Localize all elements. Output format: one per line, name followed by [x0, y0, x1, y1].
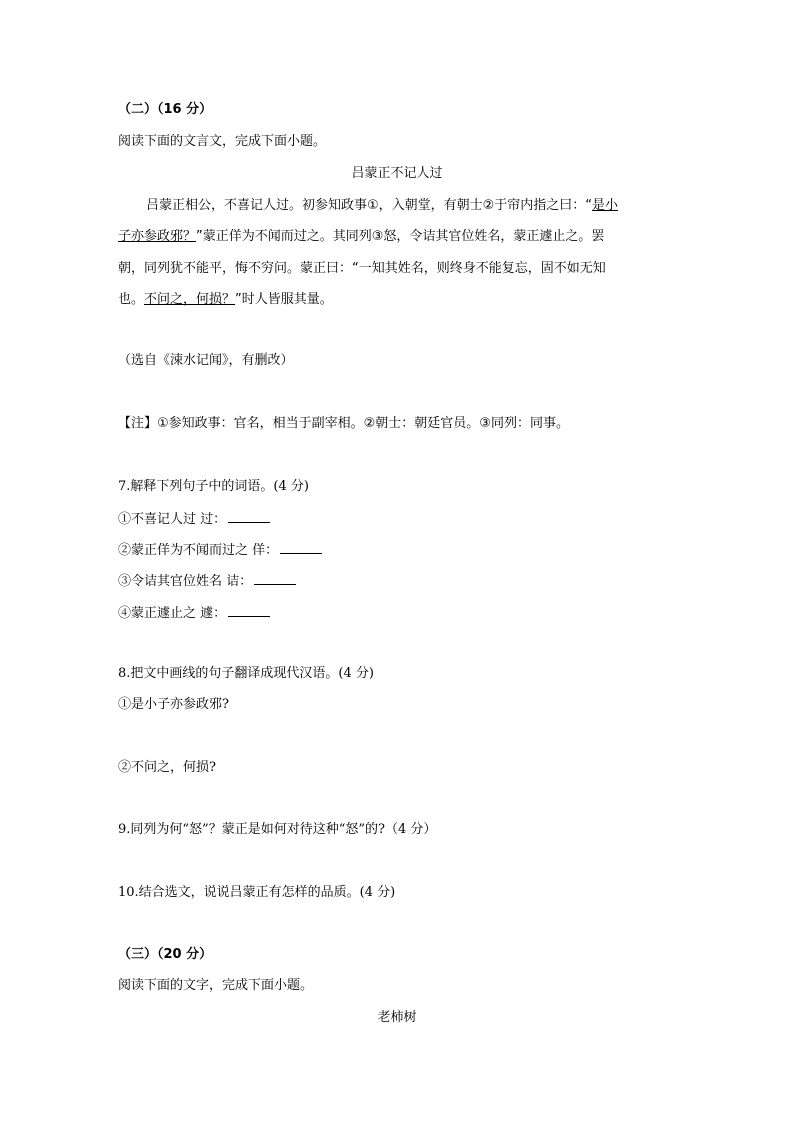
answer-blank[interactable]: [280, 540, 322, 554]
underlined-sentence-1-cont: 子亦参政邪？: [118, 229, 197, 244]
item-text: ②蒙正佯为不闻而过之 佯：: [118, 543, 279, 558]
question-7-item-3: [118, 571, 296, 591]
item-text: ④蒙正遽止之 遽：: [118, 606, 227, 621]
answer-blank[interactable]: [228, 603, 270, 617]
question-10: 10.结合选文，说说吕蒙正有怎样的品质。(4 分): [118, 885, 396, 900]
answer-blank[interactable]: [254, 571, 296, 585]
answer-blank[interactable]: [228, 509, 270, 523]
underlined-sentence-2: 不问之，何损？: [144, 292, 236, 307]
passage-line-4: [118, 291, 333, 309]
section2-heading: （二）（16 分）: [118, 102, 213, 117]
passage-text: 吕蒙正相公，不喜记人过。初参知政事①，入朝堂，有朝士②于帘内指之曰：“: [146, 198, 593, 213]
passage-line-3: 朝，同列犹不能平，悔不穷问。蒙正曰：“一知其姓名，则终身不能复忘，固不如无知: [118, 261, 606, 276]
question-8-item-1: ①是小子亦参政邪?: [118, 697, 229, 712]
underlined-sentence-1: 是小: [592, 198, 619, 213]
section2-instruction: 阅读下面的文言文，完成下面小题。: [118, 134, 327, 149]
question-7-item-4: [118, 603, 270, 623]
passage-note: 【注】①参知政事：官名，相当于副宰相。②朝士：朝廷官员。③同列：同事。: [118, 416, 569, 431]
passage-text: 也。: [118, 292, 145, 307]
section3-title: 老柿树: [377, 1010, 417, 1025]
question-7: 7.解释下列句子中的词语。(4 分): [118, 479, 309, 494]
question-7-item-1: [118, 509, 270, 529]
passage-text: ”时人皆服其量。: [235, 292, 333, 307]
passage-line-1: [146, 197, 618, 215]
item-text: ①不喜记人过 过：: [118, 512, 227, 527]
section3-heading: （三）（20 分）: [118, 947, 213, 962]
question-9: 9.同列为何“怒”？蒙正是如何对待这种“怒”的?（4 分）: [118, 822, 437, 837]
passage-source: （选自《涑水记闻》，有删改）: [118, 353, 294, 368]
section3-instruction: 阅读下面的文字，完成下面小题。: [118, 978, 314, 993]
question-8-item-2: ②不问之，何损?: [118, 760, 216, 775]
question-7-item-2: [118, 540, 322, 560]
item-text: ③令诘其官位姓名 诘：: [118, 574, 253, 589]
passage-text: ”蒙正佯为不闻而过之。其同列③怒，令诘其官位姓名，蒙正遽止之。罢: [196, 229, 605, 244]
passage-title: 吕蒙正不记人过: [351, 166, 443, 181]
question-8: 8.把文中画线的句子翻译成现代汉语。(4 分): [118, 666, 374, 681]
passage-line-2: [118, 228, 604, 246]
